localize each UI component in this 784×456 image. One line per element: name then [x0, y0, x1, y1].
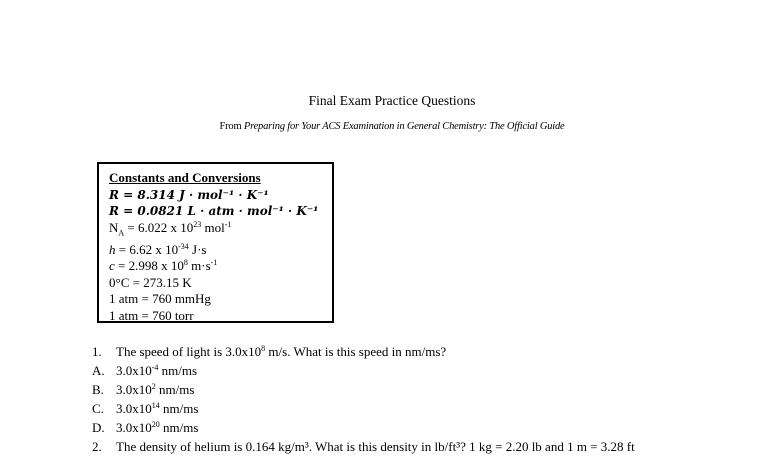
celsius-kelvin: 0°C = 273.15 K: [109, 274, 192, 290]
planck-constant: h = 6.62 x $10^{-34}$ J·s: [109, 241, 207, 257]
subtitle-prefix: From: [219, 121, 244, 132]
questions-list: [92, 342, 692, 454]
speed-of-light: c = 2.998 x $10^8$ $m\cdot s^{-1}$: [109, 258, 218, 274]
page-subtitle: [0, 121, 784, 132]
option-b: B. $3.0x10^2$ nm/ms: [92, 382, 195, 397]
atm-mmhg: 1 atm = 760 mmHg: [109, 291, 211, 307]
option-c: C. $3.0x10^{14}$ nm/ms: [92, 401, 199, 416]
option-d: D. $3.0x10^{20}$ nm/ms: [92, 420, 199, 435]
gas-constant-atm: R = 0.0821 L · atm · mol⁻¹ · K⁻¹: [109, 204, 319, 218]
constants-box: [97, 162, 334, 323]
avogadro-constant: $N_A = 6.022$ x $10^{23}$ mol$^{-1}$: [109, 219, 232, 238]
question-1: 1. The speed of light is $3.0x10^8$ m/s. What is this speed in nm/ms?: [92, 344, 447, 359]
atm-torr: 1 atm = 760 torr: [109, 307, 194, 323]
page-title: Final Exam Practice Questions: [308, 93, 476, 108]
subtitle-book-title: Preparing for Your ACS Examination in General Chemistry: The Official Guide: [243, 121, 565, 132]
gas-constant-joules: R = 8.314 J · mol⁻¹ · K⁻¹: [109, 187, 269, 202]
question-2-partial: 2. The density of helium is 0.164 kg/m³. What is this density in lb/ft³? 1 kg = 2.20 lb and 1 m = 3.28 ft: [92, 439, 635, 454]
option-a: A. $3.0x10^{-4}$ nm/ms: [92, 363, 198, 378]
constants-heading: Constants and Conversions: [109, 170, 261, 185]
